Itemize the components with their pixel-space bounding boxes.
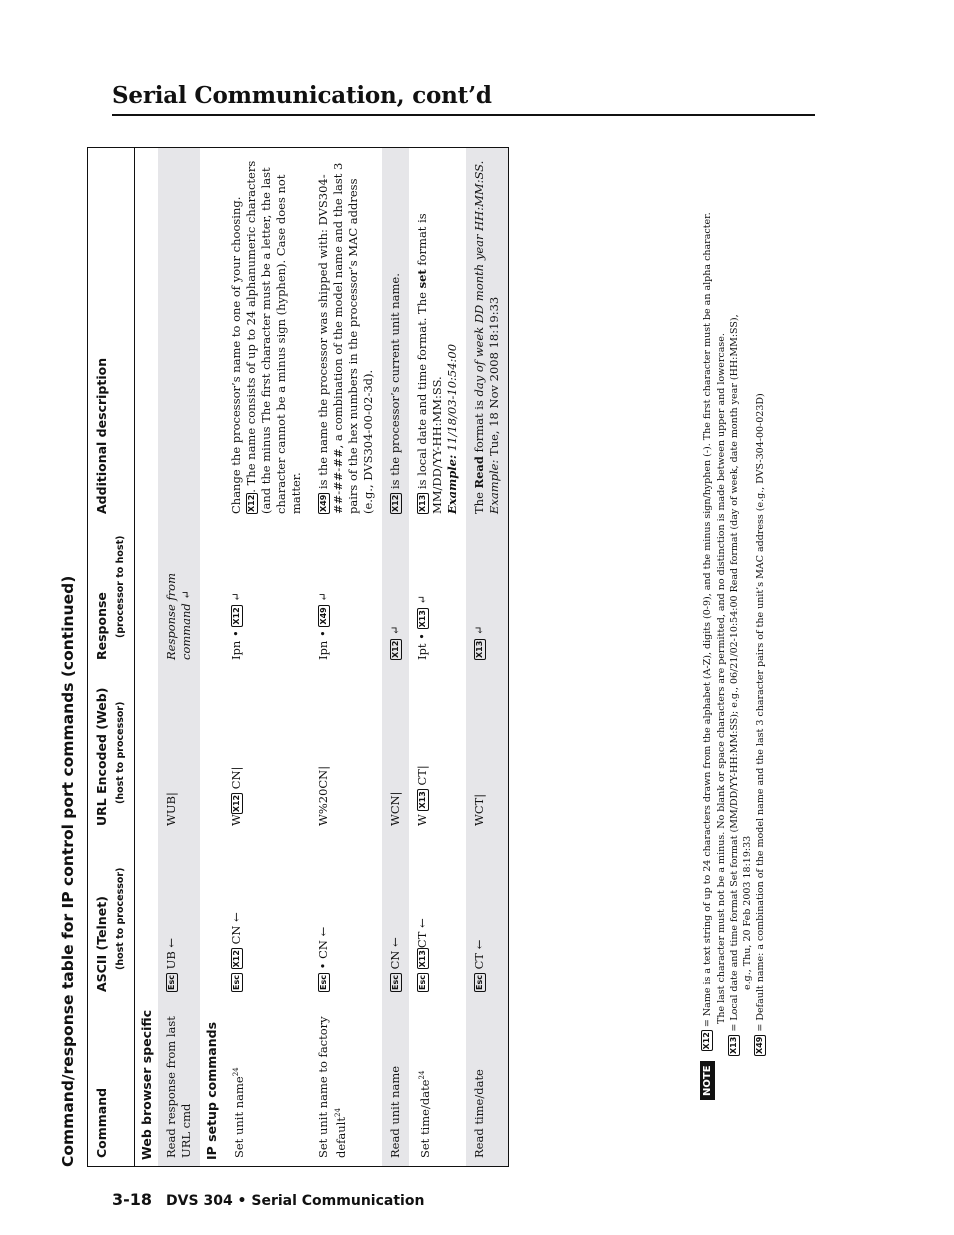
table-row bbox=[466, 148, 509, 1167]
table-row bbox=[382, 148, 409, 1167]
note-badge: NOTE bbox=[700, 1061, 715, 1100]
command-text: Set unit name to factory default bbox=[316, 1016, 348, 1158]
page-footer bbox=[112, 1190, 424, 1209]
cell-response: Response from command ↵ bbox=[158, 522, 200, 668]
cell-desc bbox=[223, 148, 310, 523]
table-row bbox=[409, 148, 466, 1167]
note-line-2: The last character must not be a minus. No blank or space characters are permitted, and no distinction is made between upper and lowercase. bbox=[716, 333, 727, 1024]
esc-key-icon: Esc bbox=[418, 975, 427, 990]
cell-command bbox=[223, 1000, 310, 1167]
header-response-sub: (processor to host) bbox=[115, 535, 126, 638]
page-title: Serial Communication, cont’d bbox=[112, 82, 492, 109]
section-web: Web browser specific bbox=[139, 1009, 154, 1160]
table-header-row bbox=[88, 148, 135, 1167]
ascii-text: • CN bbox=[316, 940, 330, 970]
page-number: 3-18 bbox=[112, 1190, 153, 1209]
response-text: Ipn • bbox=[229, 630, 243, 660]
example-label: Example: bbox=[445, 454, 459, 514]
x12-key-icon: X12 bbox=[391, 494, 400, 512]
desc-text: is local date and time format. The bbox=[415, 292, 429, 490]
cell-url: WCT| bbox=[466, 668, 509, 834]
x12-key-icon: X12 bbox=[232, 950, 241, 968]
x13-key-icon: X13 bbox=[418, 950, 427, 968]
x13-key-icon: X13 bbox=[418, 494, 427, 512]
table-row bbox=[223, 148, 310, 1167]
table-row bbox=[158, 148, 200, 1167]
esc-key-icon: Esc bbox=[475, 975, 484, 990]
header-url-sub: (host to processor) bbox=[115, 701, 126, 804]
response-text: Ipt • bbox=[415, 633, 429, 660]
example-text: 11/18/03-10:54:00 bbox=[445, 343, 459, 452]
cell-response: X13 ↵ bbox=[466, 522, 509, 668]
section-row-ip bbox=[200, 148, 223, 1167]
note-text: = Name is a text string of up to 24 characters drawn from the alphabet (A-Z), digits (0-9), and the minus sign/hyphen (-). The first character must be an alpha character. bbox=[702, 212, 713, 1028]
note-line-1 bbox=[700, 40, 715, 1100]
desc-text: is the name the processor was shipped with: DVS304-##-##-##, a combination of the model name and the last 3 pairs of the hex numbers in the processor’s MAC address (e.g., DVS304-00-02-3d). bbox=[316, 162, 375, 514]
cell-ascii: Esc X13CT ← bbox=[415, 918, 429, 990]
desc-text: is the processor’s current unit name. bbox=[388, 273, 402, 490]
ascii-text: CT bbox=[415, 931, 429, 949]
x12-key-icon: X12 bbox=[247, 494, 256, 512]
url-pre: W bbox=[415, 814, 429, 826]
header-response-label: Response bbox=[94, 592, 109, 660]
esc-key-icon: Esc bbox=[319, 975, 328, 990]
cell-desc bbox=[409, 148, 466, 523]
desc-text: Change the processor’s name to one of your choosing. bbox=[229, 196, 243, 514]
header-url-label: URL Encoded (Web) bbox=[94, 687, 109, 826]
header-command-label: Command bbox=[94, 1087, 109, 1158]
note-line-3 bbox=[728, 40, 741, 1100]
ascii-text: CT bbox=[472, 952, 486, 970]
cell-command bbox=[409, 1000, 466, 1167]
cell-response: Ipn • X12 ↵ bbox=[229, 591, 243, 660]
note-text: = Default name: a combination of the model name and the last 3 character pairs of the unit’s MAC address (e.g., DVS-304-00-023D) bbox=[755, 393, 766, 1032]
cell-command: Read time/date bbox=[466, 1000, 509, 1167]
header-ascii-label: ASCII (Telnet) bbox=[94, 896, 109, 992]
ascii-text: UB bbox=[164, 951, 178, 970]
desc-text-2: format is MM/DD/YY-HH:MM:SS. bbox=[415, 213, 444, 514]
x49-key-icon: X49 bbox=[755, 1036, 764, 1054]
desc-bold: Read bbox=[472, 456, 486, 489]
esc-key-icon: Esc bbox=[167, 975, 176, 990]
example-label: Example: bbox=[487, 459, 501, 514]
footnote-ref: 24 bbox=[334, 1108, 342, 1117]
notes-region bbox=[700, 40, 830, 1100]
x13-key-icon: X13 bbox=[418, 791, 427, 809]
cell-url: W%20CN| bbox=[316, 765, 330, 826]
cell-url bbox=[223, 668, 310, 834]
x12-key-icon: X12 bbox=[702, 1032, 711, 1050]
footnote-ref: 24 bbox=[232, 1067, 240, 1077]
cell-ascii: Esc UB ← bbox=[158, 834, 200, 1000]
desc-text: The bbox=[472, 492, 486, 514]
cell-ascii: Esc CN ← bbox=[382, 834, 409, 1000]
cell-desc bbox=[466, 148, 509, 523]
x13-key-icon: X13 bbox=[475, 640, 484, 658]
cell-desc bbox=[382, 148, 409, 523]
esc-key-icon: Esc bbox=[391, 975, 400, 990]
desc-bold: set bbox=[415, 269, 429, 289]
x49-key-icon: X49 bbox=[319, 607, 328, 625]
url-post: CN| bbox=[229, 766, 243, 790]
ascii-text: CN bbox=[388, 950, 402, 970]
cell-url: WCN| bbox=[382, 668, 409, 834]
cell-command bbox=[310, 1000, 382, 1167]
response-text: Response from command bbox=[164, 572, 193, 660]
x13-key-icon: X13 bbox=[729, 1036, 738, 1054]
url-post: CT| bbox=[415, 765, 429, 786]
cell-ascii: Esc CT ← bbox=[466, 834, 509, 1000]
command-table-region bbox=[59, 147, 675, 1167]
x12-key-icon: X12 bbox=[232, 607, 241, 625]
x13-key-icon: X13 bbox=[418, 610, 427, 628]
table-row bbox=[310, 148, 382, 1167]
header-ascii bbox=[88, 834, 135, 1000]
header-command bbox=[88, 1000, 135, 1167]
header-url bbox=[88, 668, 135, 834]
desc-text-2: . The name consists of up to 24 alphanumeric characters (and the minus The first character must be a letter, the last character cannot be a minus sign (hyphen). Case does not matter. bbox=[244, 160, 303, 514]
desc-italic: day of week DD month year HH:MM:SS. bbox=[472, 160, 486, 397]
header-desc bbox=[88, 148, 135, 523]
section-ip: IP setup commands bbox=[204, 1021, 219, 1160]
esc-key-icon: Esc bbox=[232, 975, 241, 990]
desc-text-2: format is bbox=[472, 400, 486, 453]
cell-desc bbox=[310, 148, 382, 523]
cell-url bbox=[409, 668, 466, 834]
header-ascii-sub: (host to processor) bbox=[115, 867, 126, 970]
cell-command: Read response from last URL cmd bbox=[158, 1000, 200, 1167]
cell-ascii: Esc • CN ← bbox=[316, 926, 330, 990]
note-line-4: e.g., Thu, 20 Feb 2003 18:19:33 bbox=[742, 835, 753, 990]
note-line-5 bbox=[754, 40, 767, 1100]
cell-response: Ipt • X13 ↵ bbox=[415, 594, 429, 660]
table-caption: Command/response table for IP control port commands (continued) bbox=[59, 575, 77, 1167]
cell-ascii: Esc X12 CN ← bbox=[229, 912, 243, 990]
header-desc-label: Additional description bbox=[94, 357, 109, 514]
ascii-text: CN bbox=[229, 925, 243, 945]
header-response bbox=[88, 522, 135, 668]
cell-url: WUB| bbox=[158, 668, 200, 834]
x12-key-icon: X12 bbox=[232, 794, 241, 813]
cell-response: Ipn • X49 ↵ bbox=[316, 591, 330, 660]
example-text: Tue, 18 Nov 2008 18:19:33 bbox=[487, 296, 501, 456]
url-pre: W bbox=[229, 814, 243, 826]
command-text: Set time/date bbox=[417, 1079, 432, 1158]
command-text: Set unit name bbox=[231, 1076, 246, 1158]
command-table bbox=[87, 147, 509, 1167]
section-row-web bbox=[135, 148, 159, 1167]
footer-text: DVS 304 • Serial Communication bbox=[166, 1193, 425, 1209]
cell-response: X12 ↵ bbox=[382, 522, 409, 668]
note-text: = Local date and time format Set format (MM/DD/YY-HH:MM:SS); e.g., 06/21/02-10:54:00 Read format (day of week, date month year (HH:MM:SS), bbox=[729, 314, 740, 1032]
cell-command: Read unit name bbox=[382, 1000, 409, 1167]
x12-key-icon: X12 bbox=[391, 640, 400, 658]
response-text: Ipn • bbox=[316, 630, 330, 660]
footnote-ref: 24 bbox=[418, 1070, 426, 1080]
x49-key-icon: X49 bbox=[319, 494, 328, 512]
cell-desc bbox=[158, 148, 200, 523]
